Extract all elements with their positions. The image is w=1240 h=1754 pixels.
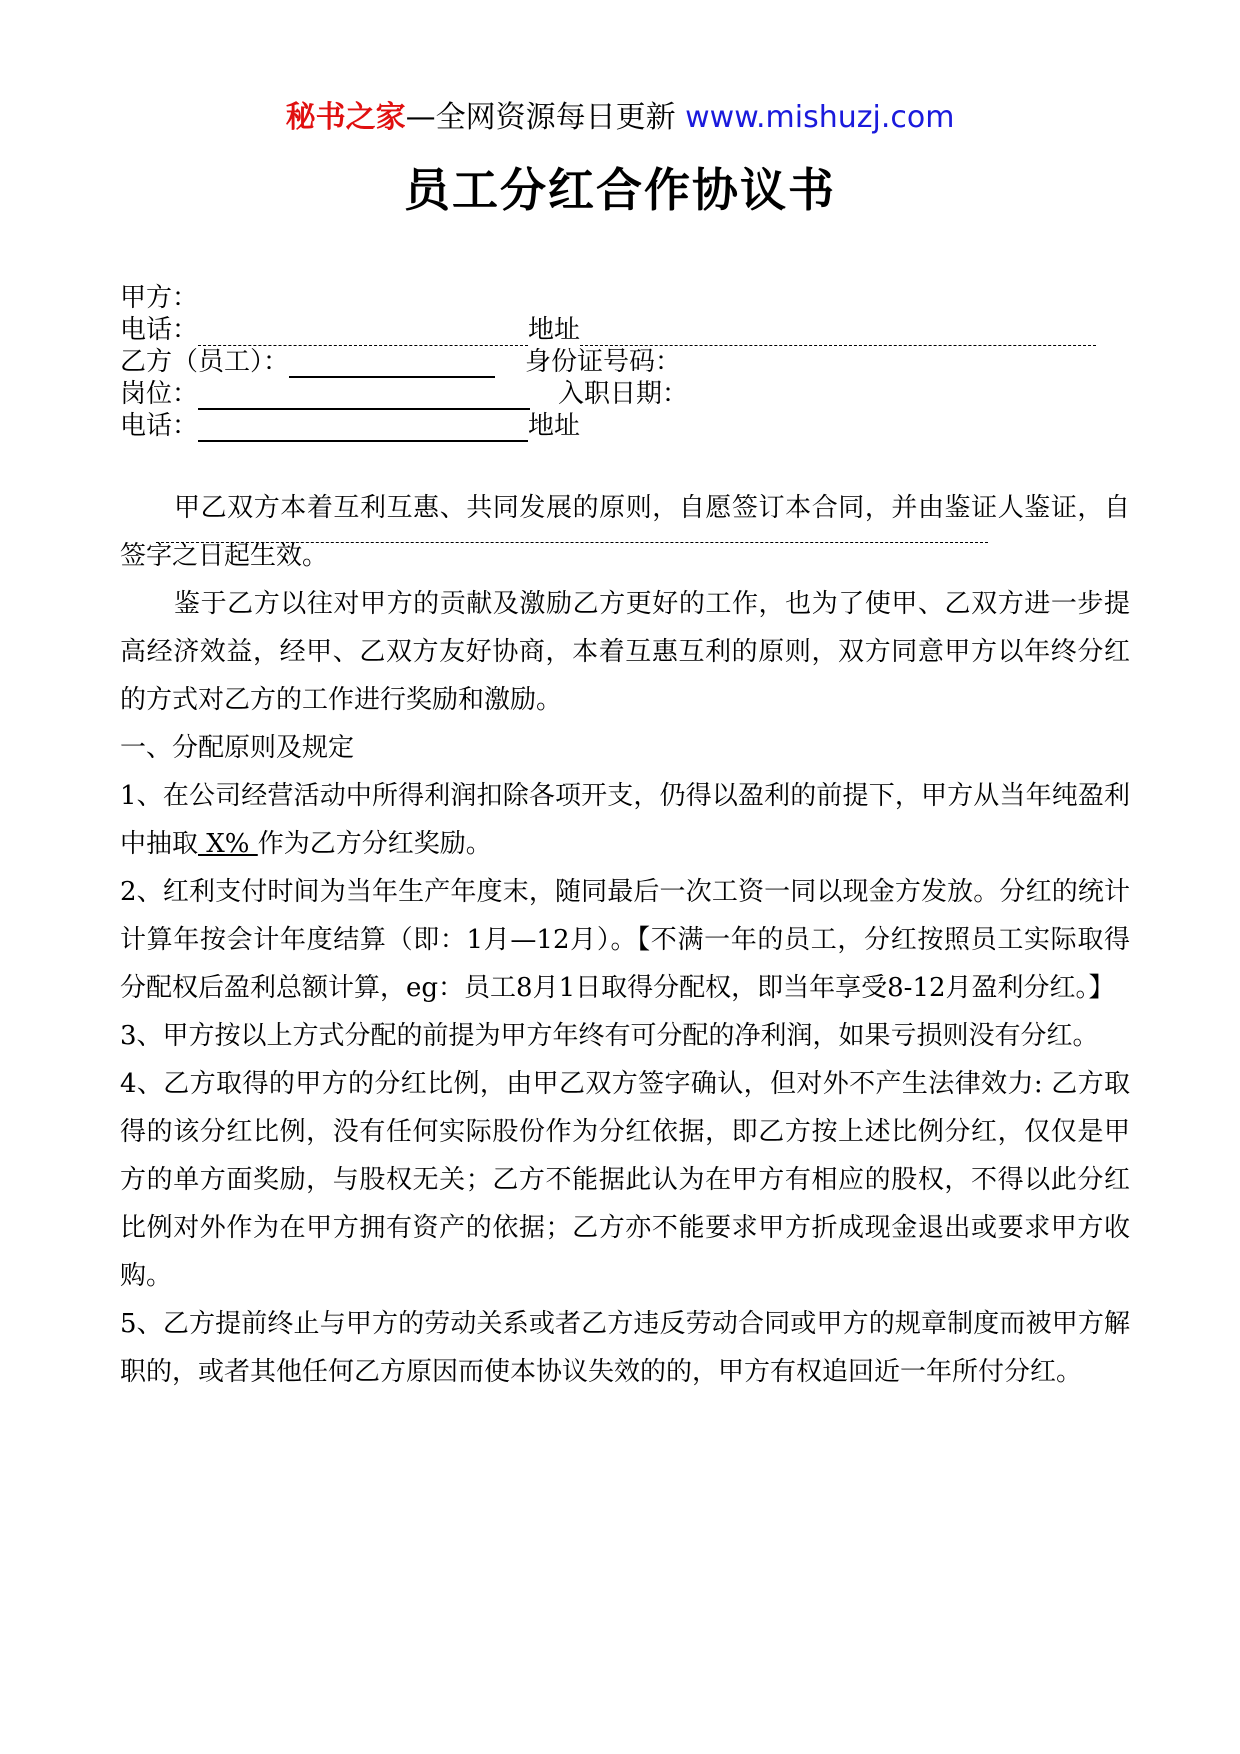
party-b-name-field[interactable]	[289, 348, 495, 378]
brand-name: 秘书之家	[285, 100, 406, 135]
clause-1	[120, 772, 1130, 868]
entry-date-label: 入职日期：	[558, 379, 689, 409]
party-a-phone-row	[120, 314, 1120, 346]
clause-2: 2、红利支付时间为当年生产年度末，随同最后一次工资一同以现金方发放。分红的统计计算年按会计年度结算（即：1月—12月）。【不满一年的员工，分红按照员工实际取得分配权后盈利总额计算，eg：员工8月1日取得分配权，即当年享受8-12月盈利分红。】	[120, 877, 1130, 1003]
party-b-phone-field[interactable]	[198, 412, 528, 442]
bonus-percent: X%	[198, 829, 258, 859]
intro-paragraph: 甲乙双方本着互利互惠、共同发展的原则，自愿签订本合同，并由鉴证人鉴证，自签字之日起生效。	[120, 493, 1130, 571]
clause-1-text-end: 作为乙方分红奖励。	[257, 829, 492, 859]
party-b-row	[120, 346, 1120, 378]
party-b-phone-row	[120, 410, 1120, 442]
document-title: 员工分红合作协议书	[404, 163, 836, 217]
clause-3: 3、甲方按以上方式分配的前提为甲方年终有可分配的净利润，如果亏损则没有分红。	[120, 1021, 1099, 1051]
party-a-address-label: 地址	[528, 315, 581, 345]
party-a-phone-label: 电话：	[120, 315, 199, 345]
site-url-link[interactable]: www.mishuzj.com	[685, 100, 955, 135]
party-a-address-field[interactable]	[580, 317, 1096, 346]
purpose-paragraph: 鉴于乙方以往对甲方的贡献及激励乙方更好的工作，也为了使甲、乙双方进一步提高经济效益，经甲、乙双方友好协商，本着互惠互利的原则，双方同意甲方以年终分红的方式对乙方的工作进行奖励和激励。	[120, 589, 1130, 715]
party-a-label: 甲方：	[120, 283, 199, 313]
position-row	[120, 378, 1120, 410]
party-a-row	[120, 282, 1120, 314]
position-field[interactable]	[198, 380, 530, 410]
party-b-phone-label: 电话：	[120, 411, 199, 441]
section-1-heading: 一、分配原则及规定	[120, 733, 355, 763]
clause-5: 5、乙方提前终止与甲方的劳动关系或者乙方违反劳动合同或甲方的规章制度而被甲方解职的，或者其他任何乙方原因而使本协议失效的的，甲方有权追回近一年所付分红。	[120, 1309, 1130, 1387]
clause-4: 4、乙方取得的甲方的分红比例，由甲乙双方签字确认，但对外不产生法律效力: 乙方取得的该分红比例，没有任何实际股份作为分红依据，即乙方按上述比例分红，仅仅是甲方的单方面奖励，与股权无关；乙方不能据此认为在甲方有相应的股权，不得以此分红比例对外作为在甲方拥有资产的依据；乙方亦不能要求甲方折成现金退出或要求甲方收购。	[120, 1069, 1130, 1291]
site-header	[0, 98, 1240, 138]
party-b-label: 乙方（员工）：	[120, 347, 290, 377]
party-info-block	[120, 282, 1120, 442]
agreement-body	[120, 484, 1130, 1396]
position-label: 岗位：	[120, 379, 199, 409]
party-b-address-label: 地址	[528, 411, 581, 441]
site-slogan: —全网资源每日更新	[405, 100, 676, 135]
id-number-label: 身份证号码：	[525, 347, 682, 377]
clause-1-text: 1、在公司经营活动中所得利润扣除各项开支，仍得以盈利的前提下，甲方从当年纯盈利中抽取	[120, 781, 1130, 859]
party-a-phone-field[interactable]	[198, 317, 528, 346]
